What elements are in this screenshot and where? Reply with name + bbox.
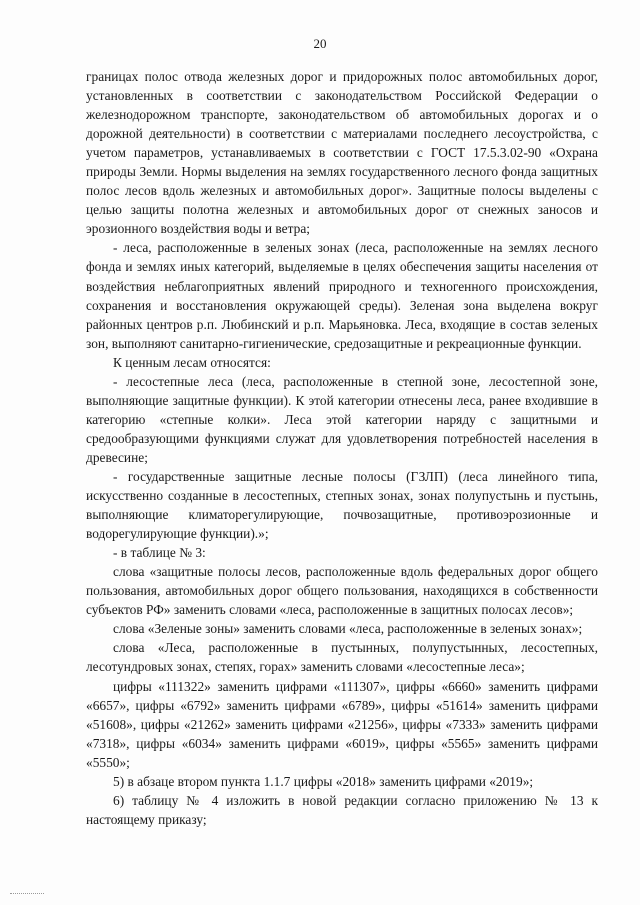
paragraph: границах полос отвода железных дорог и придорожных полос автомобильных дорог, установленных в соответствии с законодательством Российской Федерации о железнодорожном транспорте, законодательством об автомобильных дорогах и о дорожной деятельности) в соответствии с материалами последнего лесоустройства, с учетом параметров, устанавливаемых в соответствии с ГОСТ 17.5.3.02-90 «Охрана природы Земли. Нормы выделения на землях государственного лесного фонда защитных полос лесов вдоль железных и автомобильных дорог». Защитные полосы выделены с целью защиты полотна железных и автомобильных дорог от снежных заносов и эрозионного воздействия воды и ветра; — [86, 69, 598, 237]
scan-mark — [10, 893, 44, 897]
paragraph: слова «защитные полосы лесов, расположенные вдоль федеральных дорог общего пользования, автомобильных дорог общего пользования, находящихся в собственности субъектов РФ» заменить словами «леса, расположенные в защитных полосах лесов»; — [86, 564, 598, 618]
paragraph: слова «Леса, расположенные в пустынных, полупустынных, лесостепных, лесотундровых зонах, степях, горах» заменить словами «лесостепные леса»; — [86, 640, 598, 675]
paragraph: К ценным лесам относятся: — [113, 354, 271, 370]
paragraph: - государственные защитные лесные полосы (ГЗЛП) (леса линейного типа, искусственно созданные в лесостепных, степных зонах, зонах полупустынь и пустынь, выполняющие климаторегулирующие, почвозащитные, противоэрозионные и водорегулирующие функции).»; — [86, 468, 598, 542]
paragraph: - лесостепные леса (леса, расположенные в степной зоне, лесостепной зоне, выполняющие защитные функции). К этой категории отнесены леса, ранее входившие в категорию «степные колки». Леса этой категории наряду с защитными и средообразующими функциями служат для удовлетворения потребностей населения в древесине; — [86, 373, 598, 465]
paragraph: - леса, расположенные в зеленых зонах (леса, расположенные на землях лесного фонда и землях иных категорий, выделяемые в целях обеспечения защиты населения от воздействия неблагоприятных явлений природного и техногенного происхождения, сохранения и восстановления окружающей среды). Зеленая зона выделена вокруг районных центров р.п. Любинский и р.п. Марьяновка. Леса, входящие в состав зеленых зон, выполняют санитарно-гигиенические, средозащитные и рекреационные функции. — [86, 240, 598, 351]
paragraph: 5) в абзаце втором пункта 1.1.7 цифры «2018» заменить цифрами «2019»; — [113, 773, 534, 789]
document-body — [86, 67, 598, 829]
paragraph: 6) таблицу № 4 изложить в новой редакции согласно приложению № 13 к настоящему приказу; — [86, 792, 598, 827]
paragraph: - в таблице № 3: — [113, 545, 206, 561]
paragraph: цифры «111322» заменить цифрами «111307», цифры «6660» заменить цифрами «6657», цифры «6792» заменить цифрами «6789», цифры «51614» заменить цифрами «51608», цифры «21262» заменить цифрами «21256», цифры «7333» заменить цифрами «7318», цифры «6034» заменить цифрами «6019», цифры «5565» заменить цифрами «5550»; — [86, 678, 598, 770]
paragraph: слова «Зеленые зоны» заменить словами «леса, расположенные в зеленых зонах»; — [113, 621, 583, 637]
page-number: 20 — [313, 36, 327, 51]
